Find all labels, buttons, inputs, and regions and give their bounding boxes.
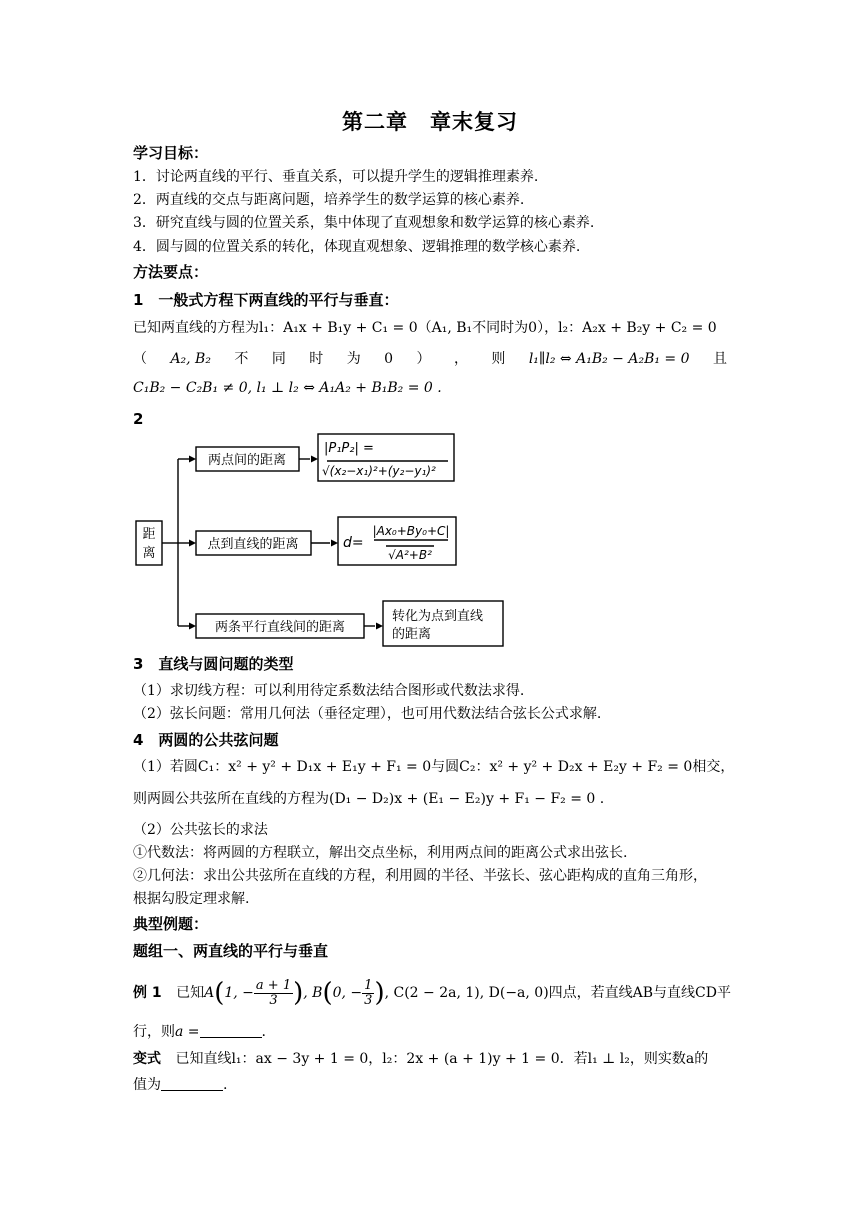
example1-rest: , C(2 − 2a, 1), D(−a, 0)四点，若直线AB与直线CD平 [384,985,731,1001]
section4-line4: ①代数法：将两圆的方程联立，解出交点坐标，利用两点间的距离公式求出弦长. [133,845,628,861]
page-title: 第二章 章末复习 [342,110,518,134]
answer-blank[interactable] [161,1076,223,1091]
formula2-numerator: |Ax₀+By₀+C| [372,524,450,538]
arrow-head [189,540,196,547]
arrow-head [189,456,196,463]
line2-part: 为 [346,351,361,367]
branch3-label: 两条平行直线间的距离 [214,620,346,635]
section4-line1: （1）若圆C₁：x² + y² + D₁x + E₁y + F₁ = 0与圆C₂：x² + y² + D₂x + E₂y + F₂ = 0相交， [133,759,735,775]
variant-line2-post: . [223,1077,228,1093]
point-a-label: A [204,985,215,1001]
line2-part: 则 [491,351,506,367]
section1-heading: 1 一般式方程下两直线的平行与垂直： [133,291,399,309]
fraction-denominator: 3 [364,992,373,1008]
line2-part: 同 [271,351,286,367]
line2-part: 且 [712,351,727,367]
arrow-head [376,623,383,630]
example1-line1 [133,975,731,1011]
arrow-head [331,540,338,547]
example1-line2-pre: 行，则 [133,1024,175,1040]
line2-part: ， [453,351,468,367]
paren-close: ) [293,978,304,1008]
point-b-label: , B [303,985,323,1001]
objective-item: 2．两直线的交点与距离问题，培养学生的数学运算的核心素养. [133,192,525,208]
paren-open: ( [214,978,225,1008]
line2-part: ） [416,351,431,367]
variant-line2 [133,1075,227,1095]
line2-part: （ [133,351,147,367]
example1-line2 [133,1022,266,1042]
line2-part: 不 [234,351,249,367]
example1-variable: a = [175,1024,200,1040]
distance-diagram [130,428,510,648]
point-b-fraction [362,979,374,1008]
paren-close: ) [374,978,385,1008]
formula2-lhs: d= [343,535,364,551]
objectives-heading: 学习目标： [133,144,209,162]
result3-line2: 的距离 [392,627,432,642]
variant-line2-pre: 值为 [133,1077,161,1093]
line2-part: A₂, B₂ [170,351,211,367]
section2-heading: 2 [133,410,144,428]
section4-line5: ②几何法：求出公共弦所在直线的方程，利用圆的半径、半弦长、弦心距构成的直角三角形， [133,868,707,884]
arrow-head [189,623,196,630]
section1-line2 [133,349,727,369]
formula1-top: |P₁P₂| = [324,441,374,456]
point-b-first: 0, − [332,985,363,1001]
section3-heading: 3 直线与圆问题的类型 [133,655,294,673]
line2-part: 0 [384,351,394,367]
objective-item: 4．圆与圆的位置关系的转化，体现直观想象、逻辑推理的数学核心素养. [133,239,581,255]
diagram-root-char: 离 [142,546,156,561]
section4-line6: 根据勾股定理求解. [133,891,250,907]
branch1-label: 两点间的距离 [207,453,287,468]
result3-line1: 转化为点到直线 [392,609,484,624]
variant-label: 变式 [133,1051,161,1067]
section1-line1: 已知两直线的方程为l₁：A₁x + B₁y + C₁ = 0（A₁, B₁不同时为0），l₂：A₂x + B₂y + C₂ = 0 [133,320,717,336]
arrow-head [311,456,318,463]
example1-pre: 已知 [176,985,205,1001]
example1-label: 例 1 [133,985,162,1001]
diagram-root-char: 距 [142,527,156,542]
answer-blank[interactable] [200,1023,262,1038]
fraction-numerator: 1 [364,977,373,993]
point-a-first: 1, − [224,985,254,1001]
paren-open: ( [322,978,333,1008]
variant-line1 [133,1049,708,1069]
section3-item: （1）求切线方程：可以利用待定系数法结合图形或代数法求得. [133,683,525,699]
section4-line3: （2）公共弦长的求法 [133,822,268,838]
section4-line2: 则两圆公共弦所在直线的方程为(D₁ − D₂)x + (E₁ − E₂)y + F₁ − F₂ = 0 . [133,791,605,807]
objective-item: 1．讨论两直线的平行、垂直关系，可以提升学生的逻辑推理素养. [133,169,539,185]
section4-heading: 4 两圆的公共弦问题 [133,731,279,749]
methods-heading: 方法要点： [133,263,209,281]
variant-text: 已知直线l₁：ax − 3y + 1 = 0，l₂：2x + (a + 1)y + 1 = 0．若l₁ ⊥ l₂，则实数a的 [175,1051,709,1067]
branch2-label: 点到直线的距离 [207,537,299,552]
line2-part: 时 [309,351,324,367]
line2-part: l₁∥l₂ ⇔ A₁B₂ − A₂B₁ = 0 [528,351,690,367]
example-group-heading: 题组一、两直线的平行与垂直 [133,942,329,960]
fraction-numerator: a + 1 [255,977,292,993]
objective-item: 3．研究直线与圆的位置关系，集中体现了直观想象和数学运算的核心素养. [133,215,595,231]
examples-heading: 典型例题： [133,915,209,933]
formula1-bottom: √(x₂−x₁)²+(y₂−y₁)² [322,464,436,478]
section1-line3: C₁B₂ − C₂B₁ ≠ 0, l₁ ⊥ l₂ ⇔ A₁A₂ + B₁B₂ = 0 . [133,380,442,396]
point-a-fraction [254,979,293,1008]
fraction-denominator: 3 [269,992,278,1008]
example1-line2-post: . [261,1024,266,1040]
section3-item: （2）弦长问题：常用几何法（垂径定理），也可用代数法结合弦长公式求解. [133,706,602,722]
formula2-denominator: √A²+B² [388,548,432,562]
